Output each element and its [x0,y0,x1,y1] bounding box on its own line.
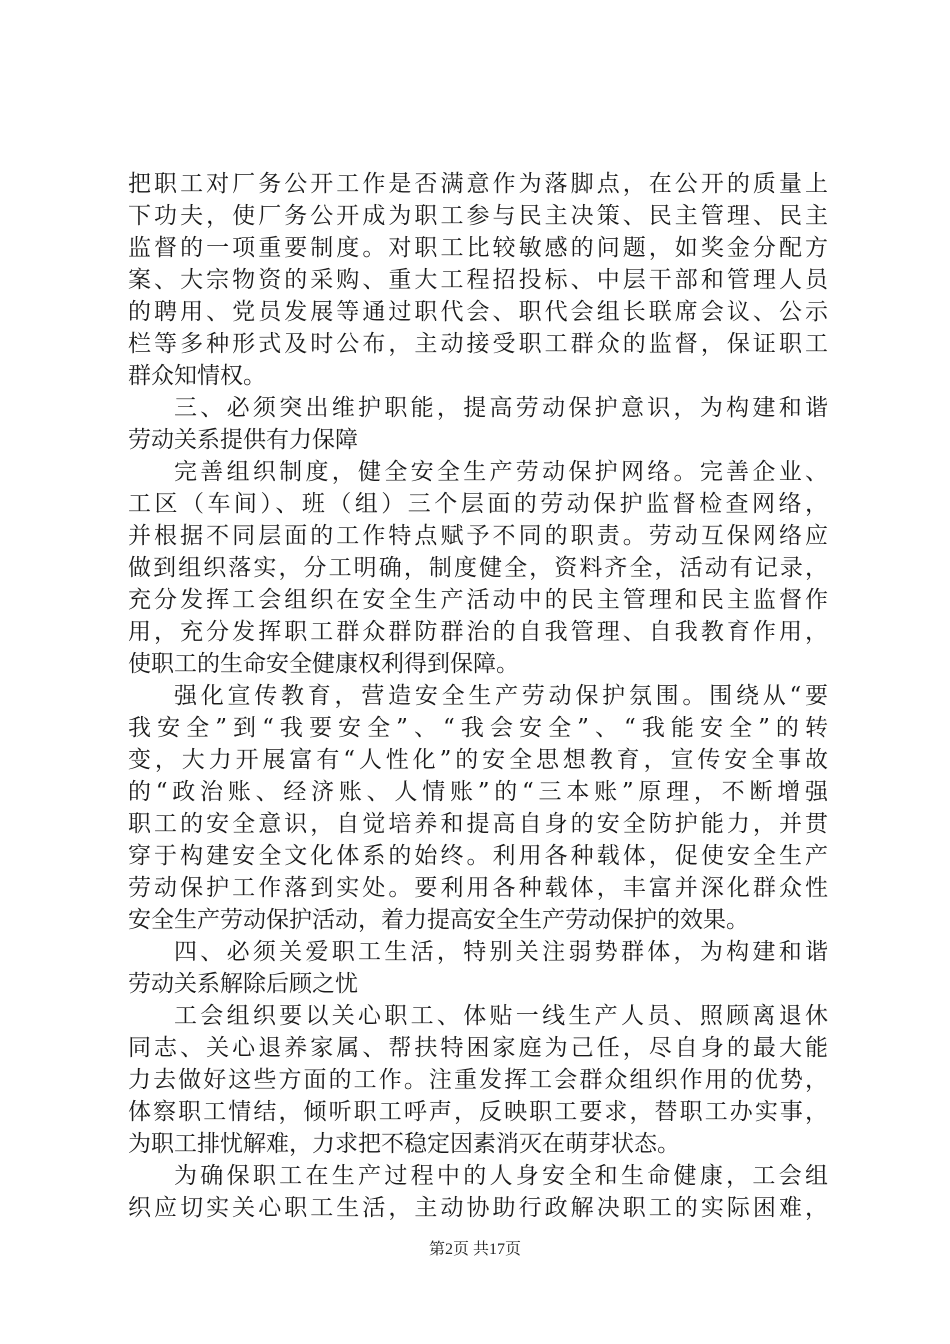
text-line: 的“政治账、经济账、人情账”的“三本账”原理，不断增强 [128,779,828,805]
text-line: 穿于构建安全文化体系的始终。利用各种载体，促使安全生产 [128,843,828,869]
text-line: 把职工对厂务公开工作是否满意作为落脚点，在公开的质量上 [128,171,828,197]
text-line: 体察职工情结，倾听职工呼声，反映职工要求，替职工办实事， [128,1099,828,1125]
text-line: 充分发挥工会组织在安全生产活动中的民主管理和民主监督作 [128,587,828,613]
text-line: 并根据不同层面的工作特点赋予不同的职责。劳动互保网络应 [128,523,828,549]
text-line: 完善组织制度，健全安全生产劳动保护网络。完善企业、 [174,459,828,485]
text-line: 用，充分发挥职工群众群防群治的自我管理、自我教育作用， [128,619,828,645]
text-line: 工区（车间）、班（组）三个层面的劳动保护监督检查网络， [128,491,828,517]
text-line: 使职工的生命安全健康权利得到保障。 [128,651,519,677]
text-line: 群众知情权。 [128,363,266,389]
text-line: 职工的安全意识，自觉培养和提高自身的安全防护能力，并贯 [128,811,828,837]
text-line: 做到组织落实，分工明确，制度健全，资料齐全，活动有记录， [128,555,828,581]
text-line: 同志、关心退养家属、帮扶特困家庭为己任，尽自身的最大能 [128,1035,828,1061]
text-line: 栏等多种形式及时公布，主动接受职工群众的监督，保证职工 [128,331,828,357]
text-line: 为职工排忧解难，力求把不稳定因素消灭在萌芽状态。 [128,1131,680,1157]
section-heading-line: 四、必须关爱职工生活，特别关注弱势群体，为构建和谐 [174,939,828,965]
text-line: 强化宣传教育，营造安全生产劳动保护氛围。围绕从“要 [174,683,828,709]
text-line: 变，大力开展富有“人性化”的安全思想教育，宣传安全事故 [128,747,828,773]
text-line: 为确保职工在生产过程中的人身安全和生命健康，工会组 [174,1163,828,1189]
page-number-footer: 第2页 共17页 [428,1241,521,1258]
text-line: 工会组织要以关心职工、体贴一线生产人员、照顾离退休 [174,1003,828,1029]
text-line: 安全生产劳动保护活动，着力提高安全生产劳动保护的效果。 [128,907,749,933]
document-body [128,168,828,1224]
text-line: 的聘用、党员发展等通过职代会、职代会组长联席会议、公示 [128,299,828,325]
section-heading-line: 劳动关系提供有力保障 [128,427,358,453]
text-line: 案、大宗物资的采购、重大工程招投标、中层干部和管理人员 [128,267,828,293]
text-line: 力去做好这些方面的工作。注重发挥工会群众组织作用的优势， [128,1067,828,1093]
text-line: 劳动保护工作落到实处。要利用各种载体，丰富并深化群众性 [128,875,828,901]
text-line: 监督的一项重要制度。对职工比较敏感的问题，如奖金分配方 [128,235,828,261]
text-line: 织应切实关心职工生活，主动协助行政解决职工的实际困难， [128,1195,828,1221]
section-heading-line: 劳动关系解除后顾之忧 [128,971,358,997]
section-heading-line: 三、必须突出维护职能，提高劳动保护意识，为构建和谐 [174,395,828,421]
text-line: 下功夫，使厂务公开成为职工参与民主决策、民主管理、民主 [128,203,828,229]
text-line: 我安全”到“我要安全”、“我会安全”、“我能安全”的转 [128,715,828,741]
